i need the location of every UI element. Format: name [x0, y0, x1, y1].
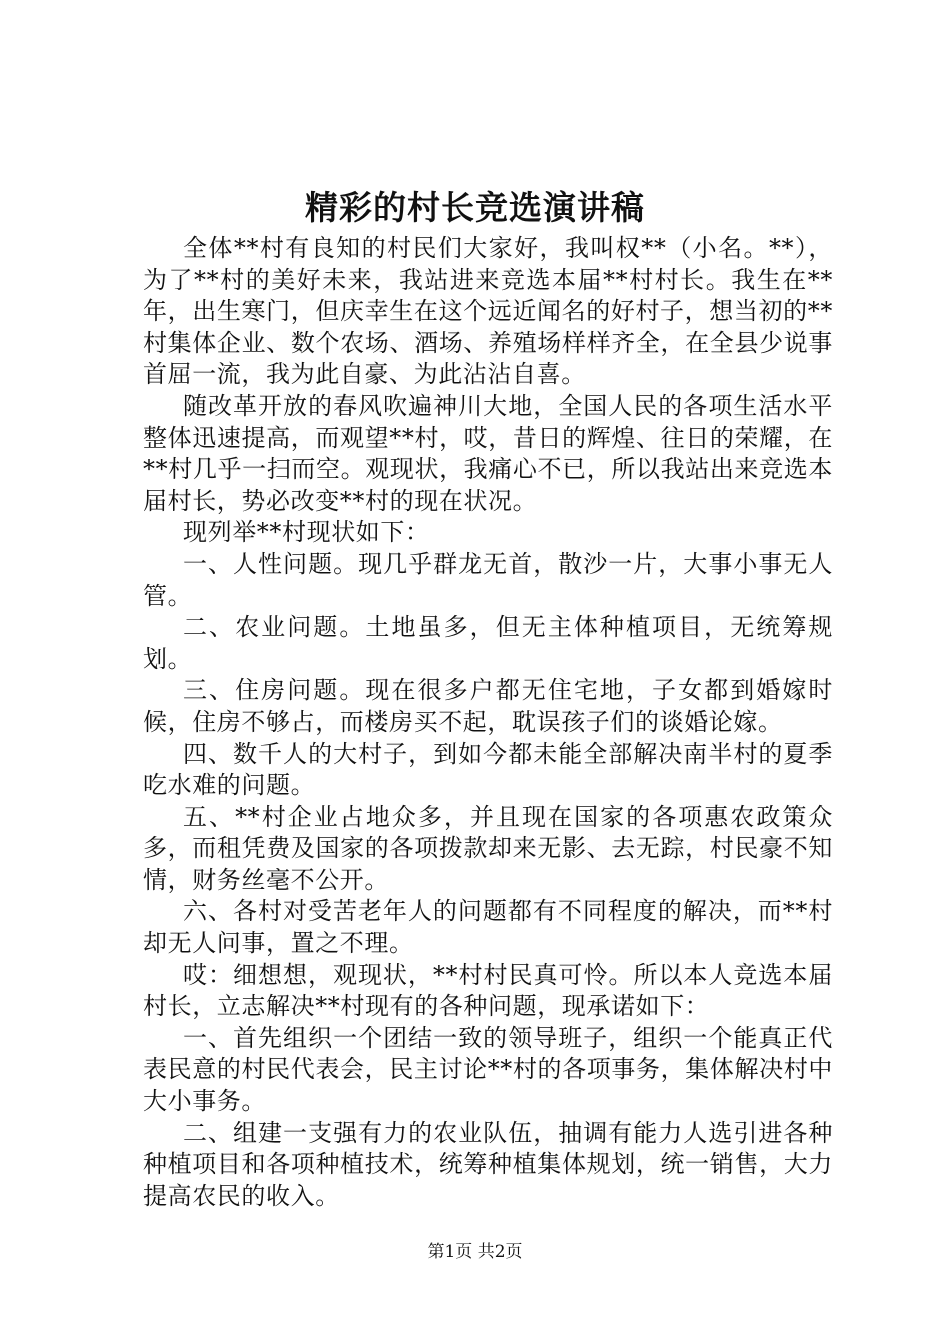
document-title: 精彩的村长竞选演讲稿	[305, 188, 645, 227]
paragraph-10: 哎：细想想，观现状，**村村民真可怜。所以本人竞选本届村长，立志解决**村现有的各种问题，现承诺如下：	[143, 960, 833, 1021]
paragraph-6: 三、住房问题。现在很多户都无住宅地，子女都到婚嫁时候，住房不够占，而楼房买不起，耽误孩子们的谈婚论嫁。	[143, 676, 833, 736]
paragraph-2: 随改革开放的春风吹遍神川大地，全国人民的各项生活水平整体迅速提高，而观望**村，哎，昔日的辉煌、往日的荣耀，在**村几乎一扫而空。观现状，我痛心不已，所以我站出来竞选本届村长，势必改变**村的现在状况。	[143, 391, 833, 515]
paragraph-9: 六、各村对受苦老年人的问题都有不同程度的解决，而**村却无人问事，置之不理。	[143, 897, 833, 958]
paragraph-11: 一、首先组织一个团结一致的领导班子，组织一个能真正代表民意的村民代表会，民主讨论**村的各项事务，集体解决村中大小事务。	[143, 1023, 833, 1116]
paragraph-12: 二、组建一支强有力的农业队伍，抽调有能力人选引进各种种植项目和各项种植技术，统筹种植集体规划，统一销售，大力提高农民的收入。	[143, 1118, 833, 1210]
paragraph-7: 四、数千人的大村子，到如今都未能全部解决南半村的夏季吃水难的问题。	[143, 739, 833, 800]
document-body	[143, 233, 833, 1212]
paragraph-1: 全体**村有良知的村民们大家好，我叫权**（小名。**），为了**村的美好未来，我站进来竞选本届**村村长。我生在**年，出生寒门，但庆幸生在这个远近闻名的好村子，想当初的**村集体企业、数个农场、酒场、养殖场样样齐全，在全县少说事首屈一流，我为此自豪、为此沾沾自喜。	[143, 234, 833, 389]
paragraph-4: 一、人性问题。现几乎群龙无首，散沙一片，大事小事无人管。	[143, 549, 833, 610]
paragraph-5: 二、农业问题。土地虽多，但无主体种植项目，无统筹规划。	[143, 613, 833, 673]
paragraph-3: 现列举**村现状如下：	[183, 518, 430, 547]
page-number-footer: 第1页 共2页	[427, 1242, 523, 1262]
paragraph-8: 五、**村企业占地众多，并且现在国家的各项惠农政策众多，而租凭费及国家的各项拨款却来无影、去无踪，村民豪不知情，财务丝毫不公开。	[143, 802, 833, 894]
